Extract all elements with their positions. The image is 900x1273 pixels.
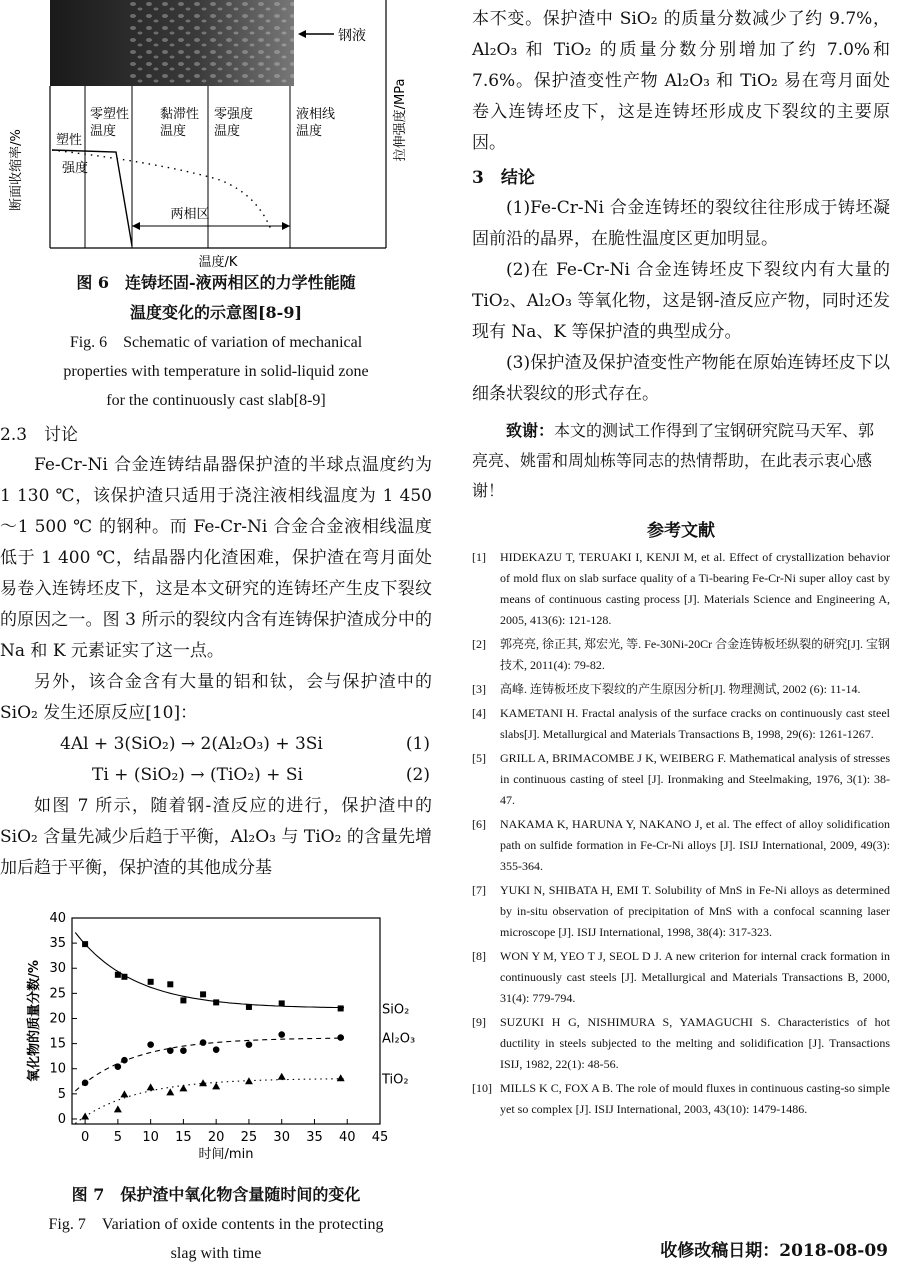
y-tick-label: 35 <box>49 936 66 952</box>
data-point-sio2 <box>82 941 88 947</box>
zone-liquidus: 液相线温度 <box>296 107 336 139</box>
data-point-al2o3 <box>213 1046 220 1053</box>
reference-number: [3] <box>472 682 486 696</box>
reference-number: [6] <box>472 817 486 831</box>
data-point-al2o3 <box>147 1041 154 1048</box>
y-tick-label: 10 <box>49 1061 66 1077</box>
fig6-y-right: 拉伸强度/MPa <box>393 78 408 162</box>
x-tick-label: 5 <box>113 1130 123 1145</box>
series-label: TiO₂ <box>382 1072 409 1088</box>
fig6-caption-zh-1: 图 6 连铸坯固-液两相区的力学性能随 <box>76 273 356 292</box>
data-point-sio2 <box>167 981 173 987</box>
series-label: Al₂O₃ <box>382 1031 416 1047</box>
data-point-al2o3 <box>200 1039 207 1046</box>
reference-item <box>472 1012 890 1075</box>
data-point-tio2 <box>166 1088 174 1095</box>
y-tick-label: 0 <box>57 1111 66 1127</box>
data-point-sio2 <box>246 1004 252 1010</box>
reference-number: [9] <box>472 1015 486 1029</box>
reference-number: [4] <box>472 706 486 720</box>
reference-number: [1] <box>472 550 486 564</box>
conclusion-2: (2)在 Fe-Cr-Ni 合金连铸坯皮下裂纹内有大量的 TiO₂、Al₂O₃ 等氧化物，这是钢-渣反应产物，同时还发现有 Na、K 等保护渣的典型成分。 <box>472 260 890 342</box>
fig7-caption-en-2: slag with time <box>170 1245 262 1262</box>
discussion-paragraph-2: 另外，该合金含有大量的铝和钛，会与保护渣中的 SiO₂ 发生还原反应[10]： <box>0 672 432 723</box>
references-title: 参考文献 <box>647 521 715 541</box>
data-point-tio2 <box>337 1074 345 1081</box>
data-point-tio2 <box>147 1083 155 1090</box>
reference-text: SUZUKI H G, NISHIMURA S, YAMAGUCHI S. Characteristics of hot ductility in steels subjected to the melting and solidification [J]. Transactions ISIJ, 1982, 22(1): 48-56. <box>500 1015 890 1071</box>
figure-6 <box>0 0 432 272</box>
data-point-sio2 <box>213 999 219 1005</box>
conclusion-3: (3)保护渣及保护渣变性产物能在原始连铸坯皮下以细条状裂纹的形式存在。 <box>472 353 890 404</box>
section-2-3-heading: 2.3 讨论 <box>0 425 79 445</box>
fig6-y-left: 断面收缩率/% <box>9 129 24 211</box>
reference-item <box>472 1078 890 1120</box>
data-point-sio2 <box>115 972 121 978</box>
data-point-tio2 <box>179 1084 187 1091</box>
two-phase-label: 两相区 <box>170 207 210 222</box>
data-point-sio2 <box>121 974 127 980</box>
series-curve-2 <box>75 1079 344 1124</box>
fig6-caption-en-3: for the continuously cast slab[8-9] <box>106 392 326 409</box>
x-tick-label: 15 <box>175 1130 192 1145</box>
reference-text: GRILL A, BRIMACOMBE J K, WEIBERG F. Mathematical analysis of stresses in continuous casting of steel [J]. Ironmaking and Steelmaking, 1976, 3(1): 38-47. <box>500 751 890 807</box>
reference-item <box>472 634 890 676</box>
reference-item <box>472 880 890 943</box>
reference-item <box>472 547 890 631</box>
discussion-paragraph-3: 如图 7 所示，随着钢-渣反应的进行，保护渣中的 SiO₂ 含量先减少后趋于平衡，Al₂O₃ 与 TiO₂ 的含量先增加后趋于平衡，保护渣的其他成分基 <box>0 796 432 878</box>
zone-viscous: 黏滞性温度 <box>160 107 200 139</box>
zone-zero-strength: 零强度温度 <box>214 107 254 139</box>
data-point-tio2 <box>120 1090 128 1097</box>
acknowledgement-label: 致谢： <box>506 421 555 440</box>
fig6-caption-zh-2: 温度变化的示意图[8-9] <box>129 303 303 322</box>
reference-item <box>472 748 890 811</box>
data-point-al2o3 <box>167 1047 174 1054</box>
reference-number: [2] <box>472 637 486 651</box>
references-list <box>472 547 890 1120</box>
data-point-al2o3 <box>82 1080 89 1087</box>
data-point-sio2 <box>200 991 206 997</box>
x-tick-label: 25 <box>240 1130 258 1145</box>
x-tick-label: 40 <box>338 1130 356 1145</box>
reference-text: YUKI N, SHIBATA H, EMI T. Solubility of MnS in Fe-Ni alloys as determined by in-situ observation of precipitation of MnS with a confocal scanning laser microscope [J]. ISIJ International, 1998, 38(4): 317-323. <box>500 883 890 939</box>
data-point-sio2 <box>180 997 186 1003</box>
reference-text: KAMETANI H. Fractal analysis of the surface cracks on continuously cast steel slabs[J]. Metallurgical and Materials Transactions B, 1998, 29(6): 1261-1267. <box>500 706 890 741</box>
plasticity-label: 塑性 <box>56 133 83 148</box>
data-point-sio2 <box>279 1000 285 1006</box>
reference-number: [10] <box>472 1081 492 1095</box>
data-point-tio2 <box>245 1077 253 1084</box>
data-point-al2o3 <box>121 1057 128 1064</box>
conclusion-1: (1)Fe-Cr-Ni 合金连铸坯的裂纹往往形成于铸坯凝固前沿的晶界，在脆性温度区更加明显。 <box>472 198 890 249</box>
y-tick-label: 40 <box>49 911 66 926</box>
discussion-paragraph-1: Fe-Cr-Ni 合金连铸结晶器保护渣的半球点温度约为 1 130 ℃，该保护渣只适用于浇注液相线温度为 1 450～1 500 ℃ 的钢种。而 Fe-Cr-Ni 合金合金液相线温度低于 1 400 ℃，结晶器内化渣困难，保护渣在弯月面处易卷入连铸坯皮下，这是本文研究的连铸坯产生皮下裂纹的原因之一。图 3 所示的裂纹内含有连铸保护渣成分中的 Na 和 K 元素证实了这一点。 <box>0 455 432 661</box>
data-point-al2o3 <box>278 1031 285 1038</box>
acknowledgement <box>472 416 890 506</box>
equation-2: Ti + (SiO₂) → (TiO₂) + Si (2) <box>92 765 430 785</box>
reference-text: 高峰. 连铸板坯皮下裂纹的产生原因分析[J]. 物理测试, 2002 (6): 11-14. <box>500 682 861 696</box>
reference-number: [5] <box>472 751 486 765</box>
x-tick-label: 30 <box>273 1130 290 1145</box>
reference-number: [8] <box>472 949 486 963</box>
plot-frame <box>72 918 380 1124</box>
reference-item <box>472 703 890 745</box>
x-tick-label: 20 <box>207 1130 225 1145</box>
reference-item <box>472 679 890 700</box>
data-point-al2o3 <box>337 1034 344 1041</box>
fig6-x-label: 温度/K <box>198 255 238 270</box>
data-point-al2o3 <box>246 1041 253 1048</box>
y-tick-label: 20 <box>49 1011 66 1027</box>
data-point-tio2 <box>114 1105 122 1112</box>
series-curve-0 <box>75 933 344 1008</box>
data-point-sio2 <box>338 1005 344 1011</box>
y-axis-label: 氧化物的质量分数/% <box>27 960 42 1082</box>
x-tick-label: 10 <box>142 1130 159 1145</box>
reference-number: [7] <box>472 883 486 897</box>
reference-text: HIDEKAZU T, TERUAKI I, KENJI M, et al. Effect of crystallization behavior of mold flux on slab surface quality of a Ti-bearing Fe-Cr-Ni super alloy cast by means of continuous casting process [J]. Materials Science and Engineering A, 2005, 413(6): 121-128. <box>500 550 890 627</box>
y-tick-label: 30 <box>49 961 66 977</box>
y-tick-label: 25 <box>49 986 66 1002</box>
reference-text: NAKAMA K, HARUNA Y, NAKANO J, et al. The effect of alloy solidification path on sulfide formation in Fe-Cr-Ni alloys [J]. ISIJ International, 2009, 49(3): 355-364. <box>500 817 890 873</box>
data-point-al2o3 <box>115 1063 122 1070</box>
equation-1: 4Al + 3(SiO₂) → 2(Al₂O₃) + 3Si (1) <box>60 734 430 754</box>
figure-7-chart <box>0 908 432 1168</box>
y-tick-label: 15 <box>49 1036 66 1052</box>
x-tick-label: 35 <box>306 1130 323 1145</box>
right-column <box>472 0 890 1123</box>
discussion-continuation: 本不变。保护渣中 SiO₂ 的质量分数减少了约 9.7%，Al₂O₃ 和 TiO₂ 的质量分数分别增加了约 7.0%和7.6%。保护渣变性产物 Al₂O₃ 和 TiO₂ 易在弯月面处卷入连铸坯皮下，这是连铸坯形成皮下裂纹的主要原因。 <box>472 9 890 153</box>
strength-label: 强度 <box>62 161 89 176</box>
fig6-caption-en-1: Fig. 6 Schematic of variation of mechanical <box>69 334 363 351</box>
series-label: SiO₂ <box>382 1002 410 1018</box>
reference-item <box>472 814 890 877</box>
data-point-tio2 <box>81 1112 89 1119</box>
x-tick-label: 0 <box>80 1130 90 1145</box>
y-tick-label: 5 <box>57 1086 66 1102</box>
revision-date: 收修改稿日期：2018-08-09 <box>660 1241 888 1261</box>
data-point-tio2 <box>212 1082 220 1089</box>
zone-zero-ductility: 零塑性温度 <box>90 107 130 139</box>
fig7-caption-zh: 图 7 保护渣中氧化物含量随时间的变化 <box>71 1185 361 1204</box>
reference-text: WON Y M, YEO T J, SEOL D J. A new criterion for internal crack formation in continuously cast steels [J]. Metallurgical and Materials Transactions B, 2000, 31(4): 779-794. <box>500 949 890 1005</box>
fig6-caption-en-2: properties with temperature in solid-liquid zone <box>63 363 369 380</box>
acknowledgement-text: 本文的测试工作得到了宝钢研究院马天军、郭亮亮、姚雷和周灿栋等同志的热情帮助，在此表示衷心感谢！ <box>472 421 875 500</box>
reference-text: 郭亮亮, 徐正其, 郑宏光, 等. Fe-30Ni-20Cr 合金连铸板坯纵裂的研究[J]. 宝钢技术, 2011(4): 79-82. <box>500 637 890 672</box>
data-point-al2o3 <box>180 1047 187 1054</box>
reference-text: MILLS K C, FOX A B. The role of mould fluxes in continuous casting-so simple yet so complex [J]. ISIJ International, 2003, 43(10): 1479-1486. <box>500 1081 890 1116</box>
steel-label: 钢液 <box>338 28 366 44</box>
data-point-sio2 <box>148 979 154 985</box>
fig7-caption-en-1: Fig. 7 Variation of oxide contents in the protecting <box>48 1216 384 1233</box>
x-axis-label: 时间/min <box>198 1147 254 1162</box>
data-point-tio2 <box>278 1073 286 1080</box>
section-3-heading: 3 结论 <box>472 168 535 188</box>
x-tick-label: 45 <box>371 1130 389 1145</box>
reference-item <box>472 946 890 1009</box>
